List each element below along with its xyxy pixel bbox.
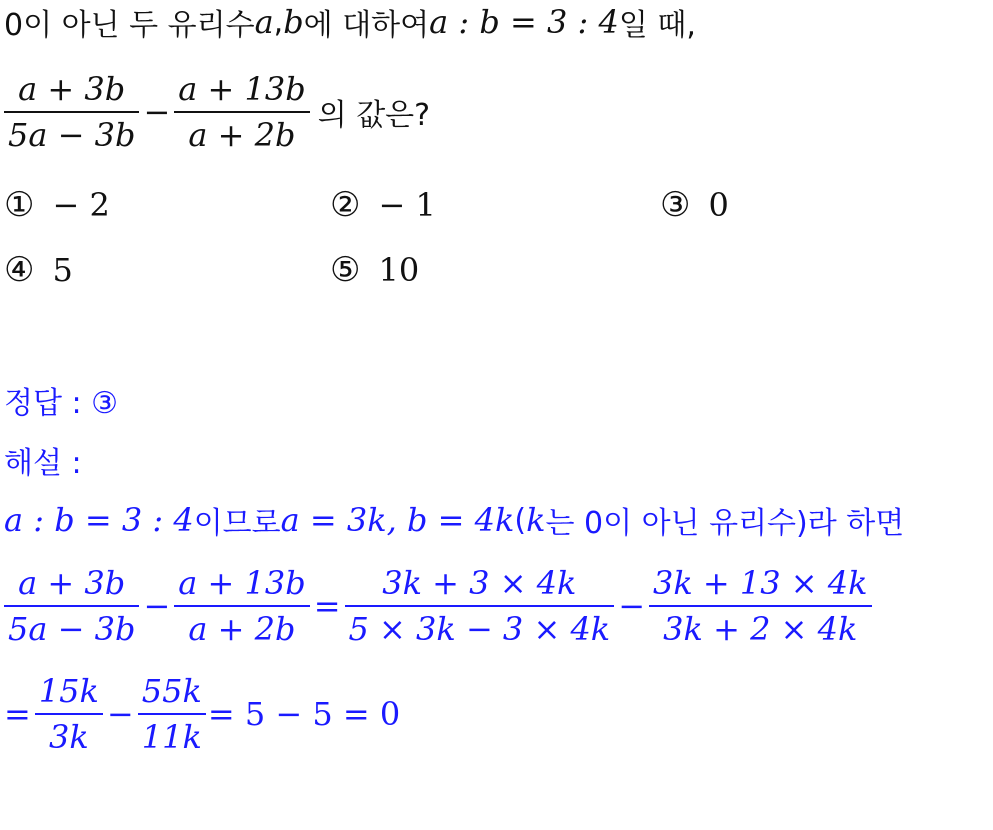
choice-mark: ③ [660, 185, 691, 225]
solution-line2 [4, 560, 872, 652]
ratio-expression: a : b = 3 : 4 [429, 3, 619, 41]
problem-statement-line1 [4, 2, 696, 42]
solution-label-line [4, 438, 82, 482]
minus-sign: − [143, 93, 171, 131]
fraction-numerator: a + 3b [18, 70, 126, 108]
choice-mark: ② [330, 185, 361, 225]
fraction-numerator: 3k + 13 × 4k [653, 564, 868, 602]
solution-ratio: a : b = 3 : 4 [4, 501, 194, 539]
fraction-denominator: 5a − 3b [8, 610, 136, 648]
final-result: = 5 − 5 = 0 [207, 695, 401, 733]
solution-fraction-2 [174, 565, 309, 647]
choice-value: 5 [52, 251, 73, 289]
solution-text: 이므로 [193, 506, 281, 541]
minus-sign: − [143, 587, 171, 625]
choice-2[interactable] [330, 185, 436, 225]
problem-text: 0이 아닌 두 유리수 [4, 8, 255, 43]
solution-text: ( [514, 502, 527, 538]
minus-sign: − [618, 587, 645, 625]
solution-line3 [4, 668, 400, 760]
choice-mark: ① [4, 185, 35, 225]
solution-substitution: a = 3k, b = 4k [280, 501, 515, 539]
variable-b: b [283, 3, 304, 41]
choice-value: 10 [378, 251, 420, 289]
choice-1[interactable] [4, 185, 110, 225]
solution-line1 [4, 498, 904, 542]
fraction-numerator: a + 13b [178, 564, 306, 602]
minus-sign: − [106, 695, 134, 733]
equals-sign: = [313, 587, 341, 625]
equals-sign: = [4, 695, 31, 733]
fraction-numerator: a + 3b [18, 564, 126, 602]
solution-label: 해설 : [4, 446, 82, 481]
variable-a: a [254, 3, 274, 41]
problem-expression-line [4, 62, 430, 162]
solution-fraction-5 [35, 673, 103, 755]
problem-text: , [273, 4, 284, 40]
solution-fraction-6 [138, 673, 206, 755]
fraction-numerator: 15k [38, 672, 99, 710]
fraction-denominator: 11k [141, 718, 202, 756]
solution-text: 는 0이 아닌 유리수)라 하면 [545, 506, 905, 541]
choice-mark: ⑤ [330, 250, 361, 290]
fraction-1 [4, 71, 139, 153]
fraction-denominator: 3k [48, 718, 89, 756]
problem-text: 에 대하여 [303, 8, 430, 43]
answer-label: 정답 : ③ [4, 386, 119, 421]
fraction-2 [174, 71, 309, 153]
fraction-numerator: 55k [141, 672, 202, 710]
choice-value: − 1 [378, 186, 436, 224]
solution-fraction-1 [4, 565, 139, 647]
fraction-denominator: 5a − 3b [8, 116, 136, 154]
choice-value: − 2 [52, 186, 110, 224]
choice-4[interactable] [4, 250, 73, 290]
problem-text: 일 때, [618, 8, 696, 43]
solution-fraction-4 [649, 565, 872, 647]
fraction-numerator: a + 13b [178, 70, 306, 108]
choice-5[interactable] [330, 250, 419, 290]
fraction-denominator: 3k + 2 × 4k [663, 610, 858, 648]
variable-k: k [526, 501, 546, 539]
fraction-denominator: a + 2b [188, 610, 296, 648]
choice-3[interactable] [660, 185, 729, 225]
fraction-denominator: a + 2b [188, 116, 296, 154]
answer-line [4, 378, 118, 422]
solution-fraction-3 [345, 565, 615, 647]
question-tail: 의 값은? [317, 98, 431, 133]
choice-value: 0 [708, 186, 729, 224]
choice-mark: ④ [4, 250, 35, 290]
fraction-denominator: 5 × 3k − 3 × 4k [348, 610, 611, 648]
fraction-numerator: 3k + 3 × 4k [382, 564, 577, 602]
